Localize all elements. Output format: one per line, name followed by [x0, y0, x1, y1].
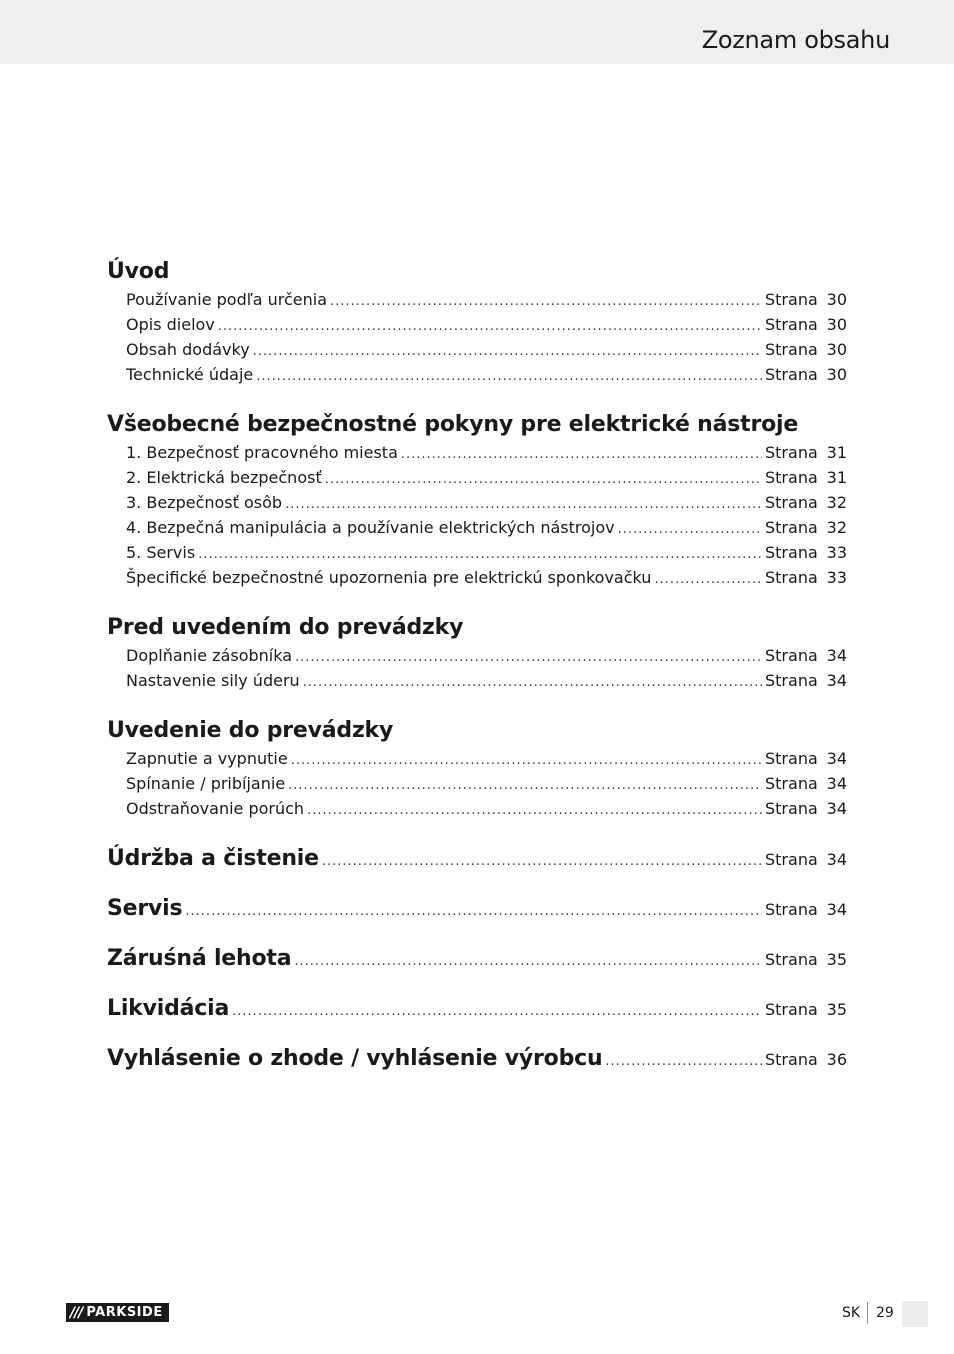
dot-leader	[294, 945, 762, 977]
dot-leader	[185, 895, 762, 927]
toc-entry[interactable]	[107, 746, 847, 771]
dot-leader	[322, 845, 762, 877]
page-label: Strana	[765, 468, 818, 487]
page-label: Strana	[765, 850, 818, 869]
entry-title: Zapnutie a vypnutie	[126, 749, 288, 768]
page-label: Strana	[765, 950, 818, 969]
page-label: Strana	[765, 365, 818, 384]
page-number: 35	[826, 1000, 847, 1019]
page-label: Strana	[765, 1000, 818, 1019]
dot-leader	[288, 771, 762, 798]
page-number: 33	[826, 543, 847, 562]
dot-leader	[291, 746, 762, 773]
toc-heading-entry-maintenance[interactable]	[107, 844, 847, 874]
page-title: Zoznam obsahu	[701, 26, 890, 54]
page-number: 30	[826, 365, 847, 384]
dot-leader	[218, 312, 762, 339]
page-label: Strana	[765, 543, 818, 562]
toc-entry[interactable]	[107, 312, 847, 337]
dot-leader	[295, 643, 762, 670]
heading-entry-title: Záruśná lehota	[107, 946, 292, 971]
toc-entry[interactable]	[107, 643, 847, 668]
entry-title: Doplňanie zásobníka	[126, 646, 293, 665]
toc-heading-entry-warranty[interactable]	[107, 944, 847, 974]
toc-entry[interactable]	[107, 440, 847, 465]
header-band	[0, 0, 954, 64]
toc-entry[interactable]	[107, 490, 847, 515]
page-label: Strana	[765, 443, 818, 462]
toc-heading-entry-service[interactable]	[107, 894, 847, 924]
dot-leader	[198, 540, 762, 567]
heading-entry-title: Vyhlásenie o zhode / vyhlásenie výrobcu	[107, 1046, 603, 1071]
footer-divider	[867, 1302, 868, 1324]
page-number: 31	[826, 443, 847, 462]
toc-entry[interactable]	[107, 796, 847, 821]
toc-entry[interactable]	[107, 337, 847, 362]
entry-title: 1. Bezpečnosť pracovného miesta	[126, 443, 398, 462]
page-number: 34	[826, 774, 847, 793]
page-label: Strana	[765, 671, 818, 690]
dot-leader	[401, 440, 762, 467]
page-label: Strana	[765, 493, 818, 512]
heading-entry-title: Servis	[107, 896, 183, 921]
logo-slashes: ///	[70, 1304, 83, 1321]
page-number: 34	[826, 799, 847, 818]
toc-entry[interactable]	[107, 465, 847, 490]
entry-title: Opis dielov	[126, 315, 215, 334]
page-number: 30	[826, 315, 847, 334]
toc-entry[interactable]	[107, 362, 847, 387]
page-label: Strana	[765, 749, 818, 768]
toc-entry[interactable]	[107, 771, 847, 796]
page-number: 34	[826, 900, 847, 919]
footer-tab-box	[902, 1301, 928, 1327]
dot-leader	[253, 337, 762, 364]
dot-leader	[285, 490, 762, 517]
toc-section-before-operation	[107, 613, 847, 693]
page-number-footer: 29	[876, 1305, 894, 1321]
entry-title: Odstraňovanie porúch	[126, 799, 305, 818]
entry-title: 4. Bezpečná manipulácia a používanie elektrických nástrojov	[126, 518, 615, 537]
entry-title: Nastavenie sily úderu	[126, 671, 300, 690]
dot-leader	[605, 1045, 762, 1077]
toc-entry[interactable]	[107, 565, 847, 590]
page-number: 34	[826, 749, 847, 768]
page-number: 30	[826, 340, 847, 359]
dot-leader	[307, 796, 762, 823]
section-heading: Úvod	[107, 259, 170, 284]
entry-title: Používanie podľa určenia	[126, 290, 328, 309]
page-label: Strana	[765, 315, 818, 334]
entry-title: Obsah dodávky	[126, 340, 250, 359]
dot-leader	[330, 287, 762, 314]
page-number: 33	[826, 568, 847, 587]
toc-heading-entry-declaration[interactable]	[107, 1044, 847, 1074]
heading-entry-title: Údržba a čistenie	[107, 846, 319, 871]
toc-entry[interactable]	[107, 540, 847, 565]
section-heading: Všeobecné bezpečnostné pokyny pre elektrické nástroje	[107, 412, 799, 437]
entry-title: Spínanie / pribíjanie	[126, 774, 286, 793]
table-of-contents	[107, 257, 847, 1094]
dot-leader	[232, 995, 762, 1027]
toc-heading-entry-disposal[interactable]	[107, 994, 847, 1024]
page-label: Strana	[765, 518, 818, 537]
toc-section-uvod	[107, 257, 847, 387]
page-number: 34	[826, 646, 847, 665]
dot-leader	[256, 362, 762, 389]
page-number: 36	[826, 1050, 847, 1069]
section-heading: Pred uvedením do prevádzky	[107, 615, 464, 640]
page-number: 35	[826, 950, 847, 969]
page-label: Strana	[765, 900, 818, 919]
page-label: Strana	[765, 646, 818, 665]
page-number: 34	[826, 671, 847, 690]
logo-text: PARKSIDE	[86, 1305, 163, 1320]
section-heading: Uvedenie do prevádzky	[107, 718, 394, 743]
page-number: 31	[826, 468, 847, 487]
page-label: Strana	[765, 774, 818, 793]
dot-leader	[654, 565, 762, 592]
entry-title: 3. Bezpečnosť osôb	[126, 493, 283, 512]
page-label: Strana	[765, 290, 818, 309]
page-label: Strana	[765, 1050, 818, 1069]
dot-leader	[303, 668, 762, 695]
toc-section-operation	[107, 716, 847, 821]
toc-section-safety	[107, 410, 847, 590]
entry-title: 5. Servis	[126, 543, 196, 562]
page-number: 32	[826, 518, 847, 537]
toc-entry[interactable]	[107, 287, 847, 312]
entry-title: 2. Elektrická bezpečnosť	[126, 468, 322, 487]
page-label: Strana	[765, 799, 818, 818]
page-label: Strana	[765, 568, 818, 587]
page-number: 30	[826, 290, 847, 309]
toc-entry[interactable]	[107, 515, 847, 540]
heading-entry-title: Likvidácia	[107, 996, 230, 1021]
toc-entry[interactable]	[107, 668, 847, 693]
dot-leader	[618, 515, 762, 542]
page-number: 34	[826, 850, 847, 869]
dot-leader	[325, 465, 762, 492]
page-label: Strana	[765, 340, 818, 359]
entry-title: Technické údaje	[126, 365, 254, 384]
entry-title: Špecifické bezpečnostné upozornenia pre elektrickú sponkovačku	[126, 568, 652, 587]
parkside-logo	[66, 1303, 169, 1322]
page-number: 32	[826, 493, 847, 512]
language-code: SK	[842, 1305, 861, 1321]
